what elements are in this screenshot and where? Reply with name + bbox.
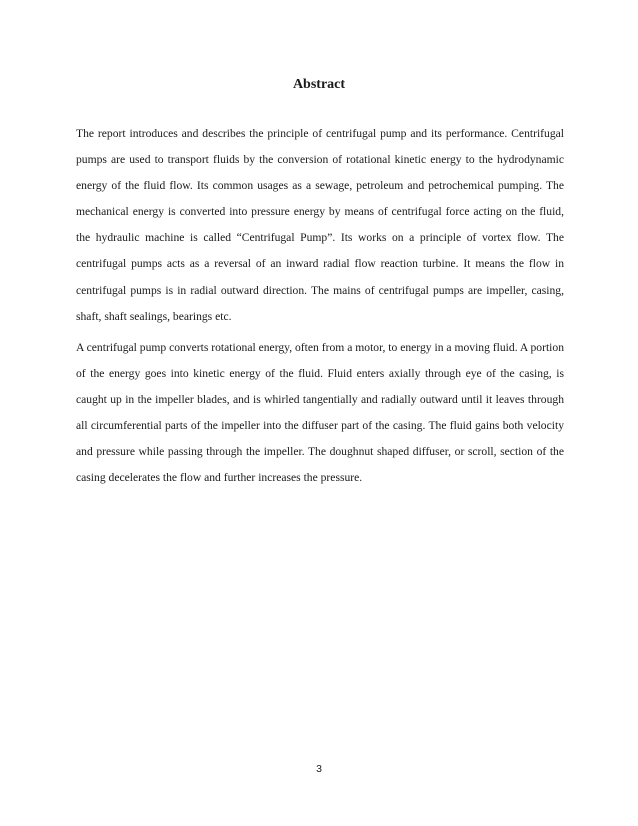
page-title: Abstract <box>292 77 346 92</box>
page-number: 3 <box>316 763 322 775</box>
abstract-paragraph-2: A centrifugal pump converts rotational energy, often from a motor, to energy in a moving fluid. A portion of the energy goes into kinetic energy of the fluid. Fluid enters axially through eye of the casing, is caught up in the impeller blades, and is whirled tangentially and radially outward until it leaves through all circumferential parts of the impeller into the diffuser part of the casing. The fluid gains both velocity and pressure while passing through the impeller. The doughnut shaped diffuser, or scroll, section of the casing decelerates the flow and further increases the pressure. <box>76 341 564 485</box>
abstract-paragraph-1: The report introduces and describes the principle of centrifugal pump and its performance. Centrifugal pumps are used to transport fluids by the conversion of rotational kinetic energy to the hydrodynamic energy of the fluid flow. Its common usages as a sewage, petroleum and petrochemical pumping. The mechanical energy is converted into pressure energy by means of centrifugal force acting on the fluid, the hydraulic machine is called “Centrifugal Pump”. Its works on a principle of vortex flow. The centrifugal pumps acts as a reversal of an inward radial flow reaction turbine. It means the flow in centrifugal pumps is in radial outward direction. The mains of centrifugal pumps are impeller, casing, shaft, shaft sealings, bearings etc. <box>76 127 564 323</box>
